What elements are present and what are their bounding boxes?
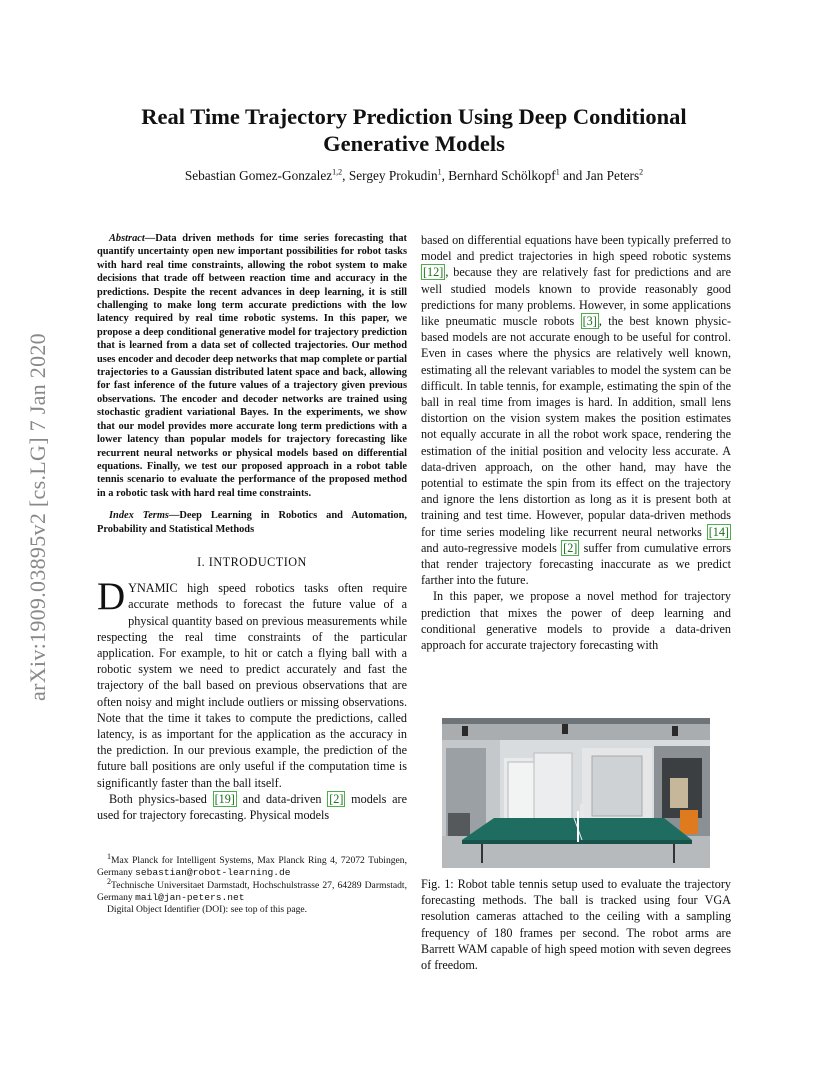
author-list [90, 168, 738, 184]
title-line-1: Real Time Trajectory Prediction Using Deep Conditional [141, 104, 687, 129]
intro-paragraph-2 [97, 791, 407, 823]
author-name: Sebastian Gomez-Gonzalez [184, 168, 333, 183]
right-paragraph-1 [421, 232, 731, 588]
citation-link[interactable]: [14] [708, 524, 729, 539]
email-link[interactable]: sebastian@robot-learning.de [135, 867, 291, 879]
abstract [97, 232, 407, 500]
abstract-text: —Data driven methods for time series forecasting that quantify uncertainty open new important possibilities for robot tasks with hard real time constraints, allowing the robot system to make decisions that trade off between reaction time and accuracy in the predictions. Despite the recent advances in deep learning, it is still challenging to make long term accurate predictions with the low latency required by real time robotic systems. In this paper, we propose a deep conditional generative model for trajectory prediction that is learned from a data set of collected trajectories. Our method uses encoder and decoder deep networks that map complete or partial trajectories to a Gaussian distributed latent space and back, allowing for fast inference of the future values of a trajectory given previous observations. The encoder and decoder networks are trained using stochastic gradient variational Bayes. In the experiments, we show that our model provides more accurate long term predictions with a lower latency than popular models for trajectory forecasting like recurrent neural networks or physical models based on differential equations. Finally, we test our proposed approach in a robot table tennis scenario to evaluate the performance of the proposed method in a robotic task with hard real time constraints. [97, 233, 407, 499]
abstract-label: Abstract [109, 233, 145, 244]
author-affiliation: 1,2 [332, 167, 343, 177]
footnotes [97, 852, 407, 916]
footnote-2 [97, 876, 407, 905]
text-run: , the best known physic-based models are not accurate enough to be useful for control. Even in cases where the physics are relatively well known, estimating all the relevant variables to model the system can be difficult. In table tennis, for example, estimating the spin of the ball in real time from images is hard. In addition, small lens distortion on the vision system makes the position estimates not equally accurate in all the robot work space, rendering the estimation of the initial position and velocity less accurate. A data-driven approach, on the other hand, may have the potential to estimate the spin from its effect on the trajectory and ignore the lens distortion as long as it is present both at training and test time. However, popular data-driven methods for time series modeling like recurrent neural networks [421, 314, 731, 539]
author-separator: , [342, 168, 349, 183]
footnote-1 [97, 852, 407, 880]
author-affiliation: 1 [555, 167, 560, 177]
text-run: based on differential equations have been typically preferred to model and predict trajectories in high speed robotic systems [421, 233, 731, 264]
table-tennis-lab-photo [442, 718, 710, 868]
text-run: Both physics-based [109, 791, 213, 806]
citation-link[interactable]: [2] [329, 791, 344, 806]
footnote-marker: 2 [107, 876, 111, 886]
arxiv-identifier: arXiv:1909.03895v2 [cs.LG] 7 Jan 2020 [25, 333, 50, 701]
intro-paragraph-1 [97, 575, 407, 791]
author-name: Sergey Prokudin [348, 168, 438, 183]
author-affiliation: 1 [437, 167, 442, 177]
intro-paragraph-1-text: YNAMIC high speed robotics tasks often require accurate methods to forecast the future value of a physical quantity based on previous measurements while respecting the real time constraints of the particular application. For example, to hit or catch a flying ball with a robotic system we need to predict accurately and fast the trajectory of the ball based on previous observations that are often noisy and might include outliers or missing observations. Note that the time it takes to compute the predictions, called latency, is as important for the application as the accuracy in the prediction. In our previous example, the prediction of the future ball positions are only useful if the computation time is significantly faster than the ball itself. [97, 581, 407, 790]
text-run: and auto-regressive models [421, 540, 562, 555]
email-link[interactable]: mail@jan-peters.net [135, 892, 245, 904]
section-heading: I. INTRODUCTION [197, 554, 307, 569]
paper-title [90, 103, 738, 157]
index-terms [97, 509, 407, 536]
left-column [97, 232, 407, 917]
index-terms-text: —Deep Learning in Robotics and Automation, Probability and Statistical Methods [97, 510, 407, 535]
title-line-2: Generative Models [323, 131, 505, 156]
citation-link[interactable]: [19] [214, 791, 235, 806]
footnote-text: Max Planck for Intelligent Systems, Max Planck Ring 4, 72072 Tubingen, Germany [97, 855, 407, 879]
author-affiliation: 2 [639, 167, 644, 177]
figure-photo [442, 718, 710, 868]
citation-link[interactable]: [3] [582, 314, 597, 329]
citation-link[interactable]: [2] [563, 540, 578, 555]
text-run: and data-driven [236, 791, 328, 806]
footnote-text: Technische Universitaet Darmstadt, Hochschulstrasse 27, 64289 Darmstadt, Germany [97, 879, 407, 904]
text-run: , because they are relatively fast for predictions and are well studied models known to provide reasonably good predictions for many problems. However, in some applications like pneumatic muscle robots [421, 265, 731, 329]
right-column [421, 232, 731, 653]
figure-caption: Fig. 1: Robot table tennis setup used to evaluate the trajectory forecasting methods. The ball is tracked using four VGA resolution cameras attached to the ceiling with a sampling frequency of 180 frames per second. The robot arms are Barrett WAM capable of high speed motion with seven degrees of freedom. [421, 877, 731, 973]
author-name: Jan Peters [585, 168, 640, 183]
author-separator: and [559, 168, 586, 183]
text-run: models are used for trajectory forecasting. Physical models [97, 791, 407, 822]
footnote-marker: 1 [107, 852, 111, 861]
text-run: suffer from cumulative errors that render trajectory forecasting inaccurate as we predict farther into the future. [421, 540, 731, 588]
right-paragraph-2: In this paper, we propose a novel method for trajectory prediction that mixes the power of deep learning and conditional generative models to provide a data-driven approach for accurate trajectory forecasting with [421, 589, 731, 653]
drop-cap: D [97, 575, 126, 619]
index-terms-label: Index Terms [109, 510, 169, 522]
author-separator: , [441, 168, 449, 183]
footnote-3: Digital Object Identifier (DOI): see top of this page. [107, 904, 308, 916]
author-name: Bernhard Schölkopf [448, 168, 556, 183]
citation-link[interactable]: [12] [423, 265, 444, 280]
